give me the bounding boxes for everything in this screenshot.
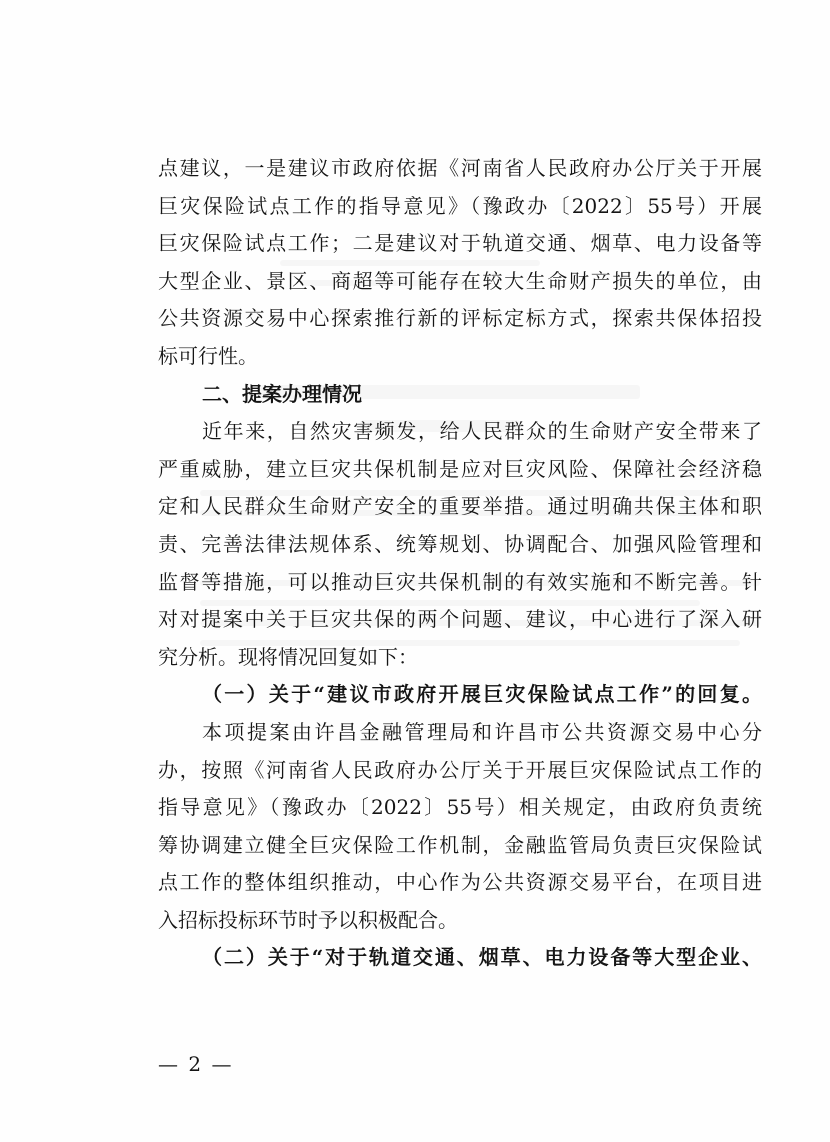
- text-line: 大型企业、景区、商超等可能存在较大生命财产损失的单位，由: [158, 268, 762, 293]
- text-line: 指导意见》（豫政办〔2022〕55号）相关规定，由政府负责统: [158, 795, 762, 820]
- text-line: 点建议，一是建议市政府依据《河南省人民政府办公厅关于开展: [158, 156, 762, 180]
- text-line: 办，按照《河南省人民政府办公厅关于开展巨灾保险试点工作的: [158, 757, 762, 782]
- text-line: 巨灾保险试点工作的指导意见》（豫政办〔2022〕55号）开展: [158, 193, 762, 218]
- text-line: 严重威胁，建立巨灾共保机制是应对巨灾风险、保障社会经济稳: [158, 456, 762, 481]
- text-line: 入招标投标环节时予以积极配合。: [158, 907, 458, 932]
- text-line: 点工作的整体组织推动，中心作为公共资源交易平台，在项目进: [158, 870, 762, 895]
- text-line: 近年来，自然灾害频发，给人民群众的生命财产安全带来了: [202, 419, 762, 444]
- text-line: 监督等措施，可以推动巨灾共保机制的有效实施和不断完善。针: [158, 569, 762, 594]
- subsection-heading: （一）关于“建议市政府开展巨灾保险试点工作”的回复。: [202, 682, 762, 707]
- text-line: 公共资源交易中心探索推行新的评标定标方式，探索共保体招投: [158, 306, 762, 331]
- text-line: 筹协调建立健全巨灾保险工作机制，金融监管局负责巨灾保险试: [158, 832, 762, 857]
- section-heading: 二、提案办理情况: [202, 381, 362, 406]
- text-line: 责、完善法律法规体系、统筹规划、协调配合、加强风险管理和: [158, 531, 762, 556]
- text-line: 本项提案由许昌金融管理局和许昌市公共资源交易中心分: [202, 719, 762, 744]
- document-body: [158, 150, 762, 977]
- text-line: 对对提案中关于巨灾共保的两个问题、建议，中心进行了深入研: [158, 607, 762, 632]
- text-line: 究分析。现将情况回复如下：: [158, 644, 418, 669]
- subsection-heading: （二）关于“对于轨道交通、烟草、电力设备等大型企业、: [202, 945, 762, 970]
- text-line: 巨灾保险试点工作；二是建议对于轨道交通、烟草、电力设备等: [158, 231, 762, 256]
- text-line: 标可行性。: [158, 343, 258, 368]
- text-line: 定和人民群众生命财产安全的重要举措。通过明确共保主体和职: [158, 494, 762, 519]
- page-number: — 2 —: [158, 1052, 234, 1076]
